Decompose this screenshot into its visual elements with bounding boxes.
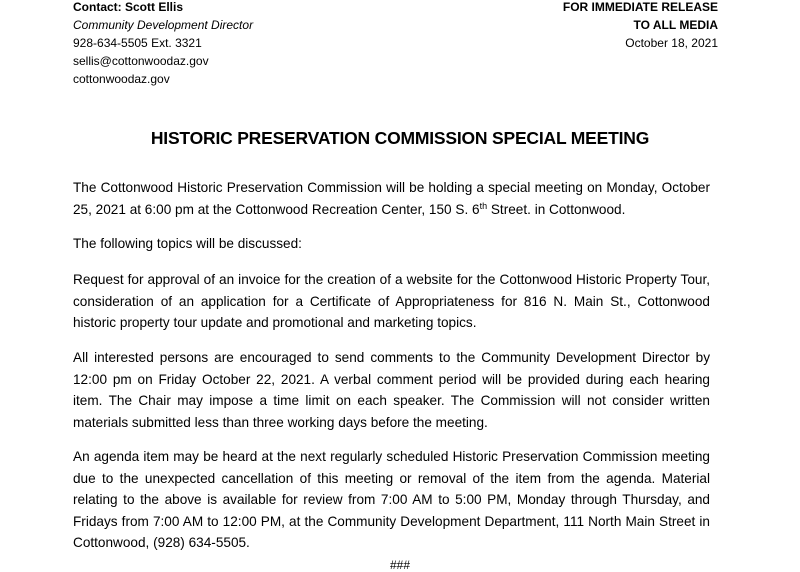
contact-email: sellis@cottonwoodaz.gov [73,54,209,68]
end-mark: ### [389,558,411,572]
release-block [563,0,718,52]
ordinal-suffix: th [479,200,488,211]
contact-role: Community Development Director [73,18,254,32]
paragraph-meeting-text-end: Street. in Cottonwood. [487,201,626,217]
release-audience: TO ALL MEDIA [633,18,718,32]
document-title: HISTORIC PRESERVATION COMMISSION SPECIAL MEETING [150,128,650,148]
paragraph-meeting-text: The Cottonwood Historic Preservation Commission will be holding a special meeting on Monday, October 25, 2021 at 6:00 pm at the Cottonwood Recreation Center, 150 S. 6 [73,180,710,217]
paragraph-agenda-notice: An agenda item may be heard at the next regularly scheduled Historic Preservation Commission meeting due to the unexpected cancellation of this meeting or removal of the item from the agenda. Material relating to the above is available for review from 7:00 AM to 5:00 PM, Monday through Thursday, and Fridays from 7:00 AM to 12:00 PM, at the Community Development Department, 111 North Main Street in Cottonwood, (928) 634-5505. [73,449,710,550]
paragraph-comments: All interested persons are encouraged to send comments to the Community Development Director by 12:00 pm on Friday October 22, 2021. A verbal comment period will be provided during each hearing item. The Chair may impose a time limit on each speaker. The Commission will not consider written materials submitted less than three working days before the meeting. [73,350,710,430]
paragraph-meeting-announcement [73,177,710,220]
paragraph-topics-intro: The following topics will be discussed: [73,236,302,251]
contact-phone: 928-634-5505 Ext. 3321 [73,36,202,50]
paragraph-topics: Request for approval of an invoice for the creation of a website for the Cottonwood Historic Property Tour, consideration of an application for a Certificate of Appropriateness for 816 N. Main St., Cottonwood historic property tour update and promotional and marketing topics. [73,272,710,330]
contact-name: Contact: Scott Ellis [73,0,184,14]
contact-block [73,0,253,88]
contact-website: cottonwoodaz.gov [73,72,170,86]
release-label: FOR IMMEDIATE RELEASE [562,0,718,14]
release-date: October 18, 2021 [625,36,718,50]
